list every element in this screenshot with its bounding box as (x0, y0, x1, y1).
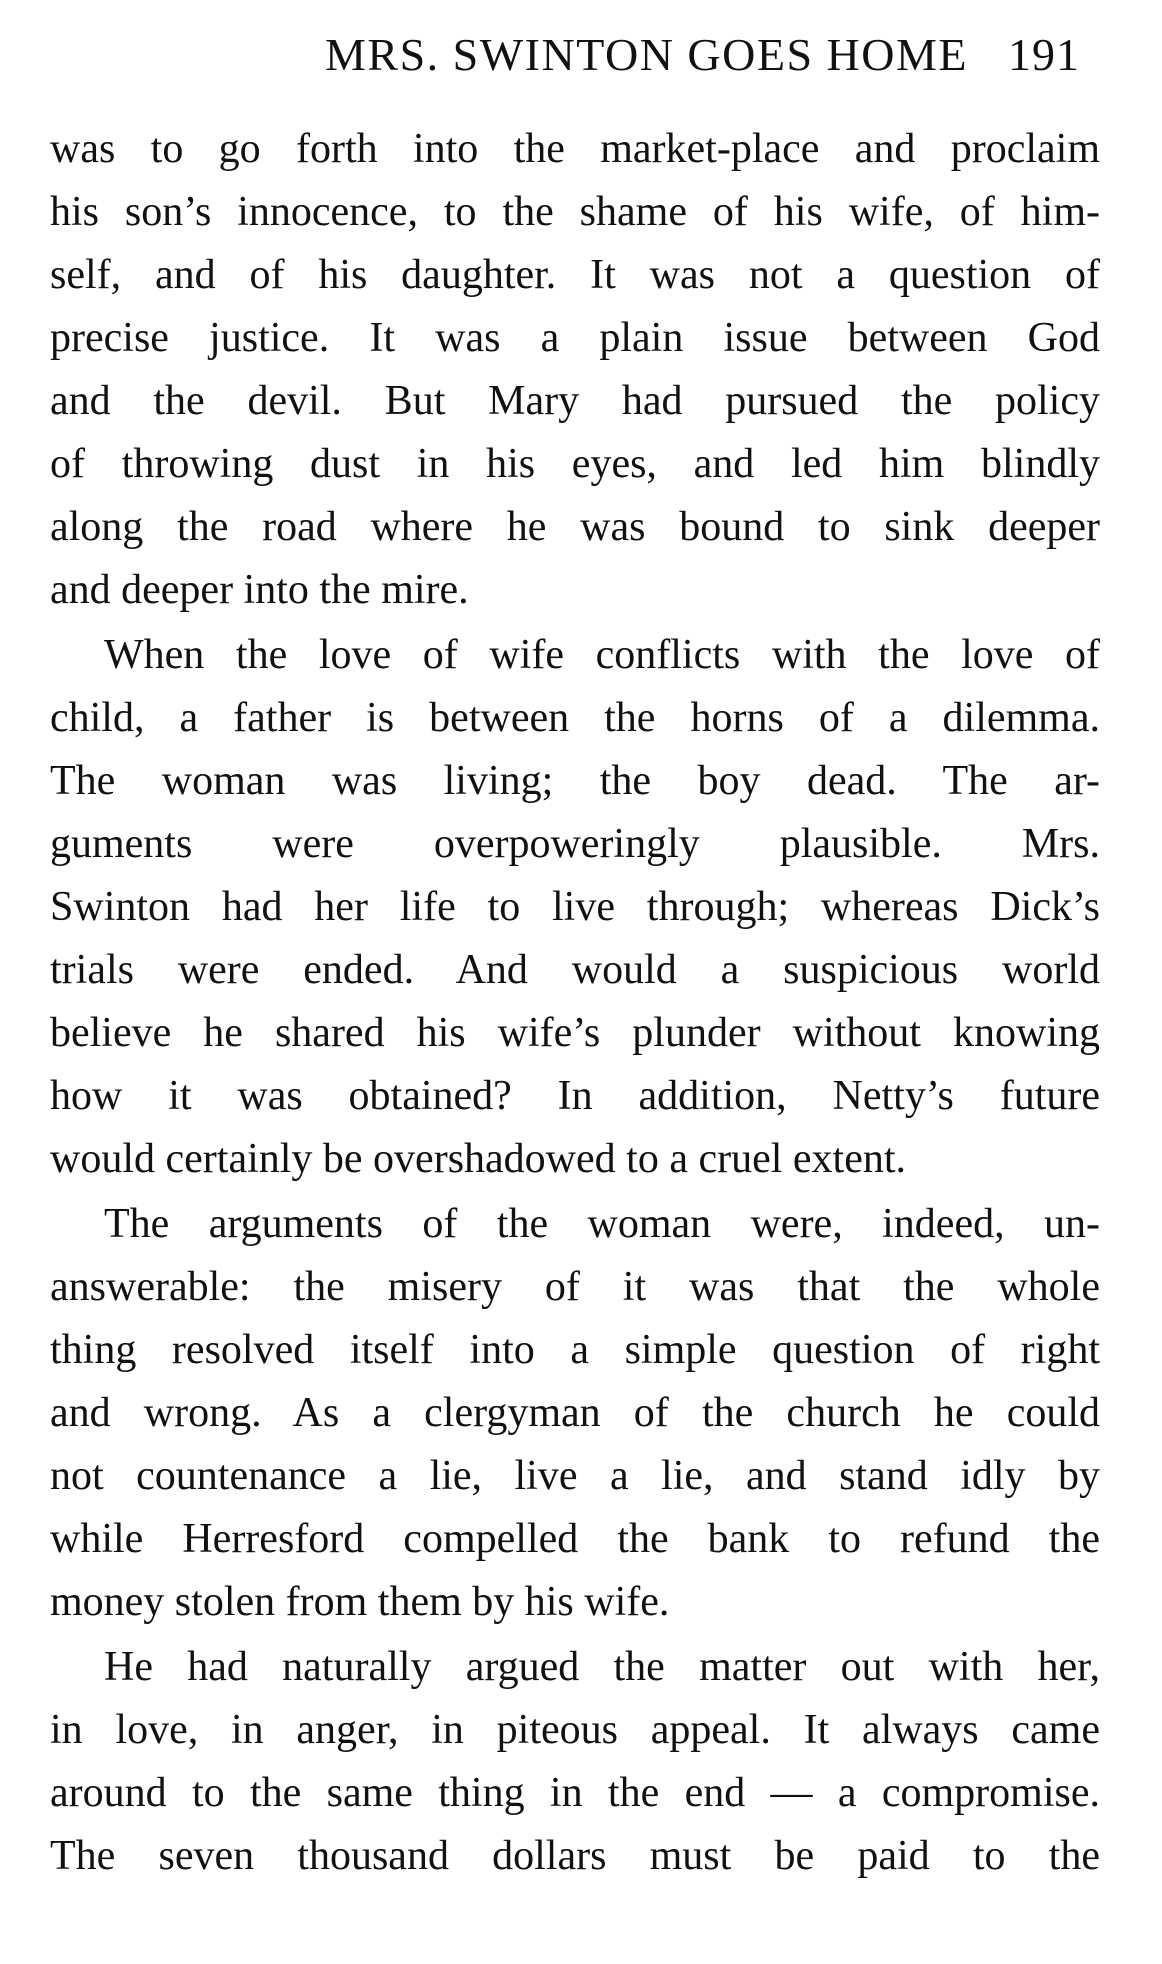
text-line: guments were overpoweringly plausible. Mrs. (50, 821, 1100, 867)
paragraph (50, 118, 1100, 622)
text-line: along the road where he was bound to sink deeper (50, 504, 1100, 550)
paragraph (50, 1193, 1100, 1634)
text-line: of throwing dust in his eyes, and led him blindly (50, 441, 1100, 487)
text-line: around to the same thing in the end — a compromise. (50, 1770, 1100, 1816)
paragraph (50, 624, 1100, 1191)
text-line: while Herresford compelled the bank to refund the (50, 1516, 1100, 1562)
text-line: was to go forth into the market-place and proclaim (50, 126, 1100, 172)
paragraph (50, 1636, 1100, 1888)
text-line: answerable: the misery of it was that the whole (50, 1264, 1100, 1310)
text-line: precise justice. It was a plain issue between God (50, 315, 1100, 361)
text-line: believe he shared his wife’s plunder without knowing (50, 1010, 1100, 1056)
text-line: When the love of wife conflicts with the love of (104, 632, 1100, 678)
page-number: 191 (1008, 29, 1080, 80)
text-line: trials were ended. And would a suspicious world (50, 947, 1100, 993)
text-line: The seven thousand dollars must be paid to the (50, 1833, 1100, 1879)
text-line: would certainly be overshadowed to a cruel extent. (50, 1136, 907, 1182)
text-line: not countenance a lie, live a lie, and stand idly by (50, 1453, 1100, 1499)
text-line: thing resolved itself into a simple question of right (50, 1327, 1100, 1373)
text-line: and the devil. But Mary had pursued the policy (50, 378, 1100, 424)
text-line: The arguments of the woman were, indeed, un- (104, 1201, 1100, 1247)
text-line: self, and of his daughter. It was not a question of (50, 252, 1100, 298)
text-line: how it was obtained? In addition, Netty’s future (50, 1073, 1100, 1119)
page-header (200, 28, 1080, 98)
text-line: money stolen from them by his wife. (50, 1579, 670, 1625)
text-line: Swinton had her life to live through; whereas Dick’s (50, 884, 1100, 930)
text-line: The woman was living; the boy dead. The ar- (50, 758, 1100, 804)
text-line: and wrong. As a clergyman of the church he could (50, 1390, 1100, 1436)
text-line: He had naturally argued the matter out with her, (104, 1644, 1100, 1690)
text-line: and deeper into the mire. (50, 567, 469, 613)
running-title: MRS. SWINTON GOES HOME (325, 29, 968, 80)
text-line: child, a father is between the horns of a dilemma. (50, 695, 1100, 741)
body-text (50, 118, 1100, 1888)
text-line: in love, in anger, in piteous appeal. It always came (50, 1707, 1100, 1753)
text-line: his son’s innocence, to the shame of his wife, of him- (50, 189, 1100, 235)
